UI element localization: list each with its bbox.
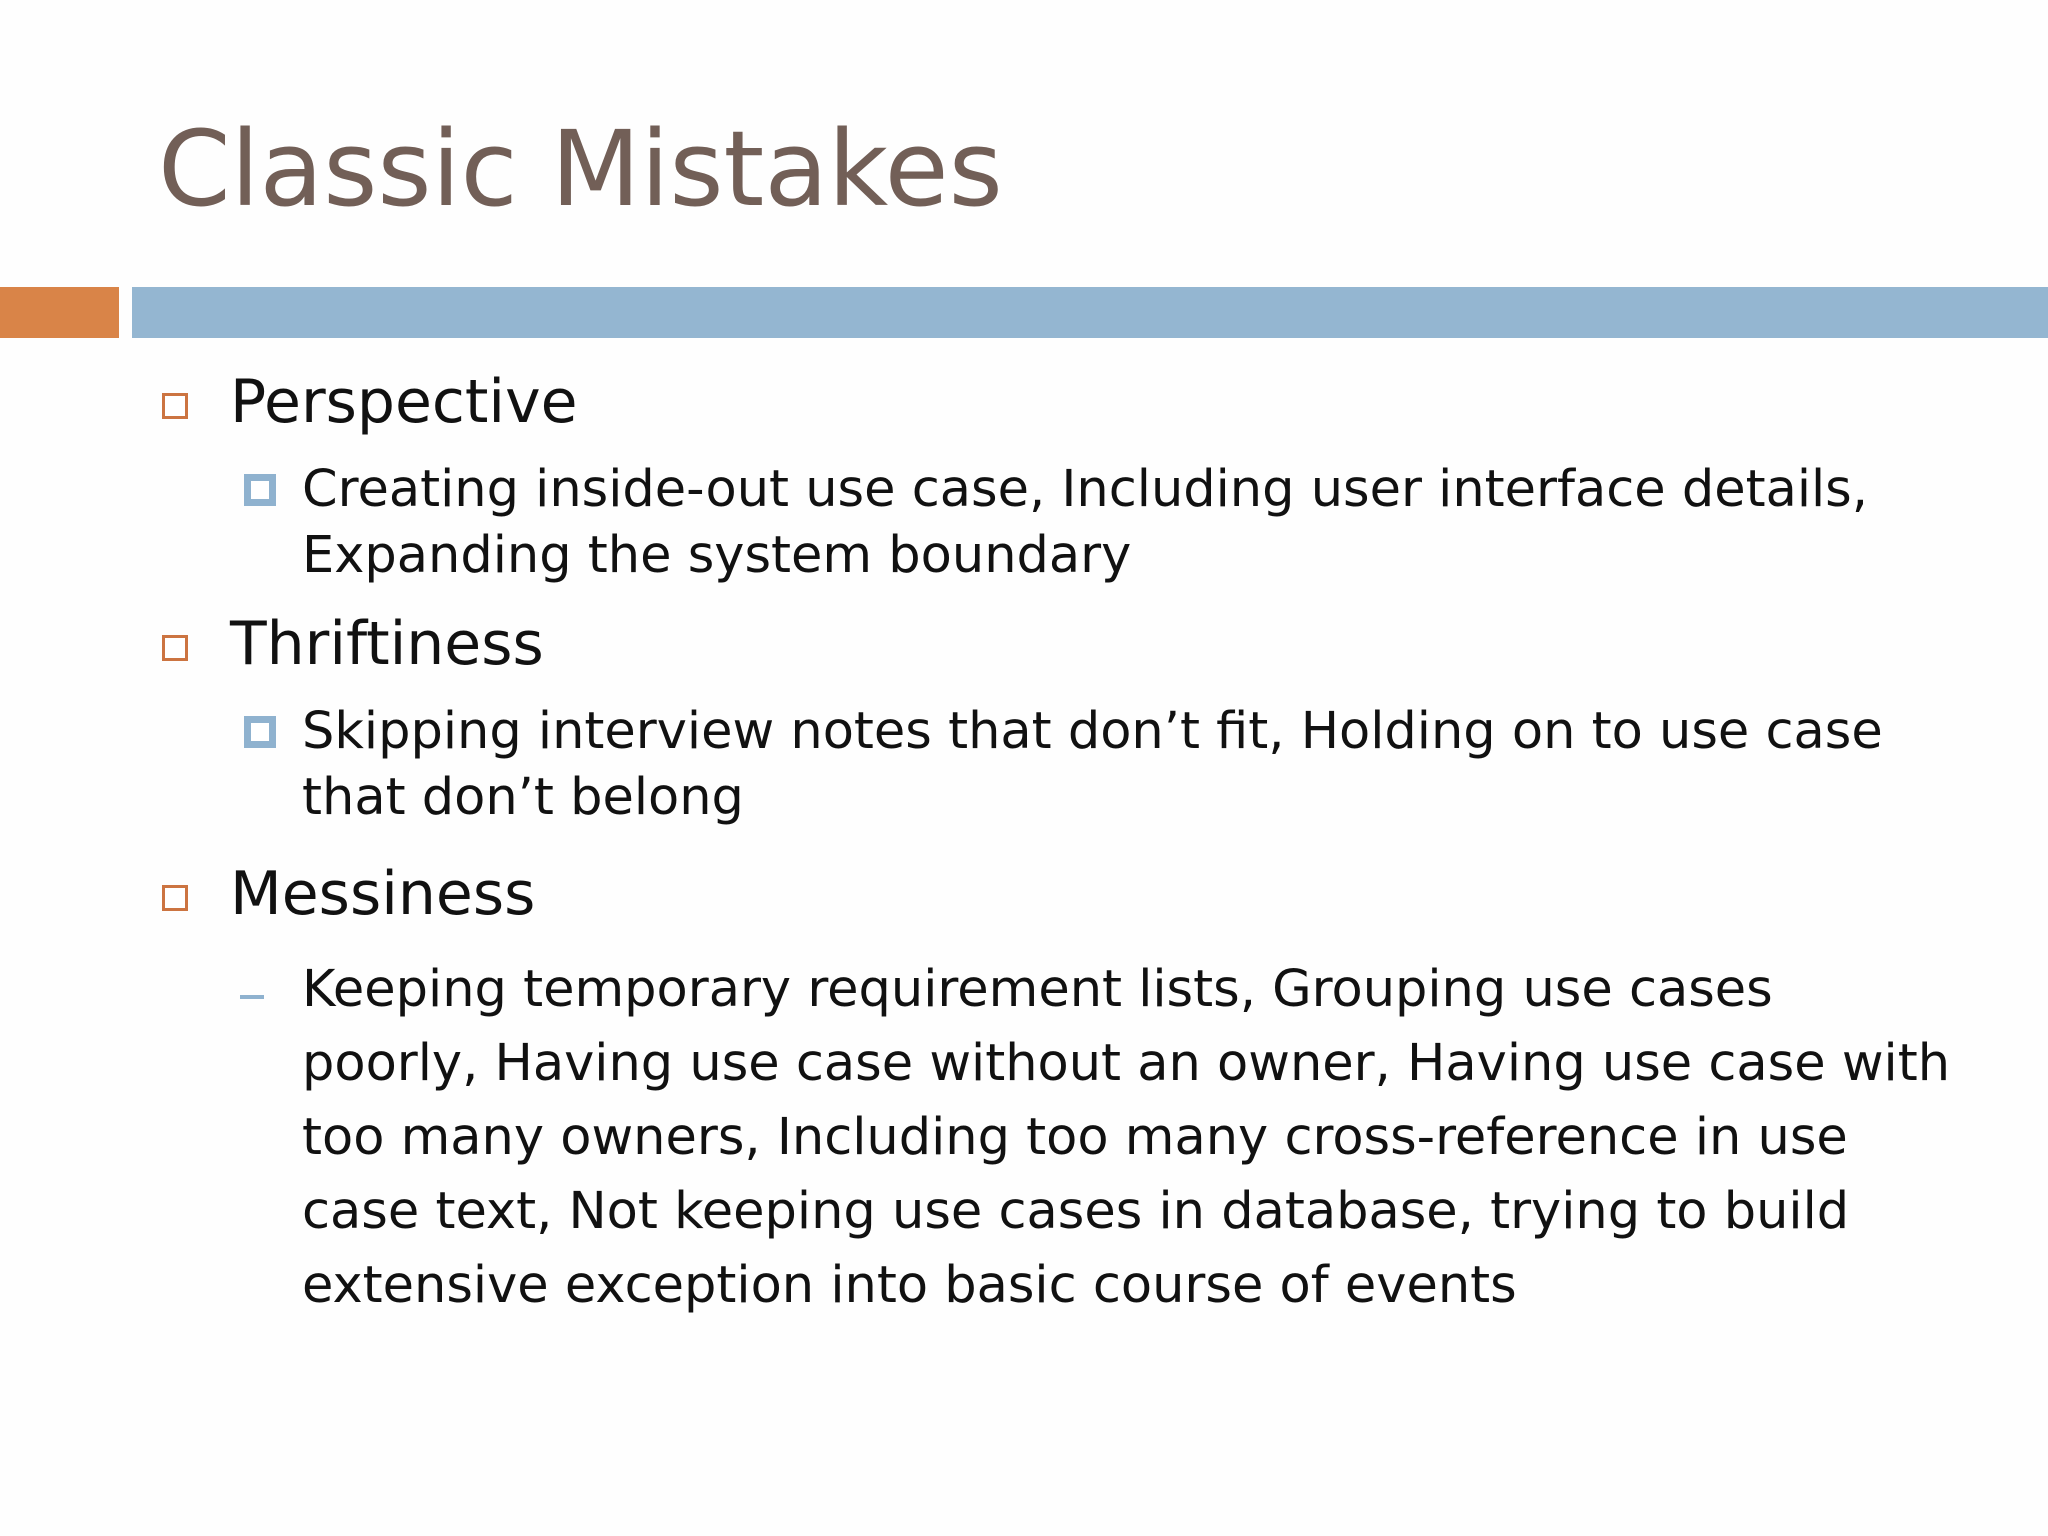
- hollow-square-icon: [162, 393, 188, 419]
- slide-title: Classic Mistakes: [158, 108, 1003, 230]
- filled-square-icon: [244, 474, 276, 506]
- bullet-messiness: Messiness: [230, 859, 536, 929]
- hollow-square-icon: [162, 885, 188, 911]
- sub-bullet-thriftiness: Skipping interview notes that don’t fit, Holding on to use case that don’t belong: [302, 702, 1883, 827]
- dash-icon: [240, 995, 264, 999]
- filled-square-icon: [244, 716, 276, 748]
- hollow-square-icon: [162, 635, 188, 661]
- bullet-thriftiness: Thriftiness: [230, 609, 544, 679]
- sub-bullet-messiness: Keeping temporary requirement lists, Grouping use cases poorly, Having use case without an owner, Having use case with too many owners, Including too many cross-reference in use case text, Not keeping use cases in database, trying to build extensive exception into basic course of events: [302, 960, 1951, 1315]
- sub-bullet-perspective: Creating inside-out use case, Including user interface details, Expanding the system boundary: [302, 460, 1868, 585]
- bullet-perspective: Perspective: [230, 367, 578, 437]
